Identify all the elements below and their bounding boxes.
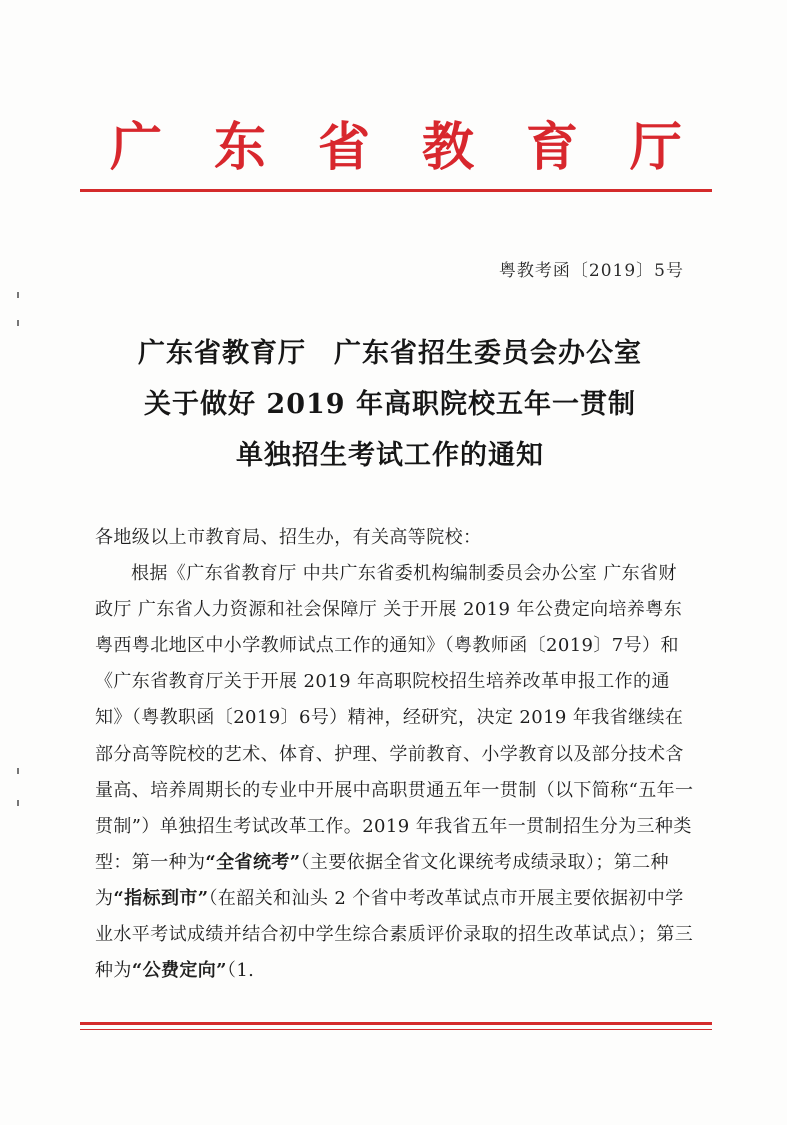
title-line: 广东省教育厅 广东省招生委员会办公室	[138, 338, 642, 369]
footer-rule-thin	[80, 1029, 712, 1030]
document-title	[60, 328, 720, 481]
letterhead	[80, 108, 710, 188]
paragraph-text: （在韶关和汕头 2 个省中考改革试点市开展主要依据初中学业水平考试成绩并结合初中学生综合素质评价录取的招生改革试点）；第三种为	[95, 887, 694, 982]
paragraph-text: （1.	[226, 960, 255, 982]
paragraph-text: （主要依据全省文化课统考成绩录取）；第二种为	[95, 851, 669, 909]
letterhead-char: 东	[213, 118, 266, 178]
title-line: 关于做好 2019 年高职院校五年一贯制	[144, 389, 636, 420]
letterhead-char: 教	[421, 118, 474, 178]
binding-mark	[17, 800, 19, 806]
document-body	[95, 520, 695, 989]
binding-mark	[17, 320, 19, 326]
letterhead-char: 省	[317, 118, 370, 178]
type-label-provincial-exam: “全省统考”	[205, 851, 301, 873]
letterhead-char: 厅	[629, 118, 682, 178]
footer-rule-thick	[80, 1022, 712, 1025]
title-line: 单独招生考试工作的通知	[236, 440, 544, 471]
type-label-quota-to-city: “指标到市”	[113, 887, 209, 909]
binding-mark	[17, 292, 19, 298]
binding-mark	[17, 768, 19, 774]
letterhead-rule	[80, 189, 712, 192]
letterhead-char: 广	[110, 118, 163, 178]
type-label-public-funded: “公费定向”	[131, 960, 227, 982]
letterhead-char: 育	[525, 118, 578, 178]
salutation: 各地级以上市教育局、招生办，有关高等院校：	[95, 527, 482, 548]
document-number: 粤教考函〔2019〕5号	[498, 261, 684, 281]
paragraph-text: 根据《广东省教育厅 中共广东省委机构编制委员会办公室 广东省财政厅 广东省人力资源和社会保障厅 关于开展 2019 年公费定向培养粤东粤西粤北地区中小学教师试点工作的通知》（粤教师函〔2019〕7号）和《广东省教育厅关于开展 2019 年高职院校招生培养改革申报工作的通知》（粤教职函〔2019〕6号）精神，经研究，决定 2019 年我省继续在部分高等院校的艺术、体育、护理、学前教育、小学教育以及部分技术含量高、培养周期长的专业中开展中高职贯通五年一贯制（以下简称“五年一贯制”）单独招生考试改革工作。2019 年我省五年一贯制招生分为三种类型：第一种为	[95, 563, 694, 873]
body-paragraph	[95, 556, 695, 989]
